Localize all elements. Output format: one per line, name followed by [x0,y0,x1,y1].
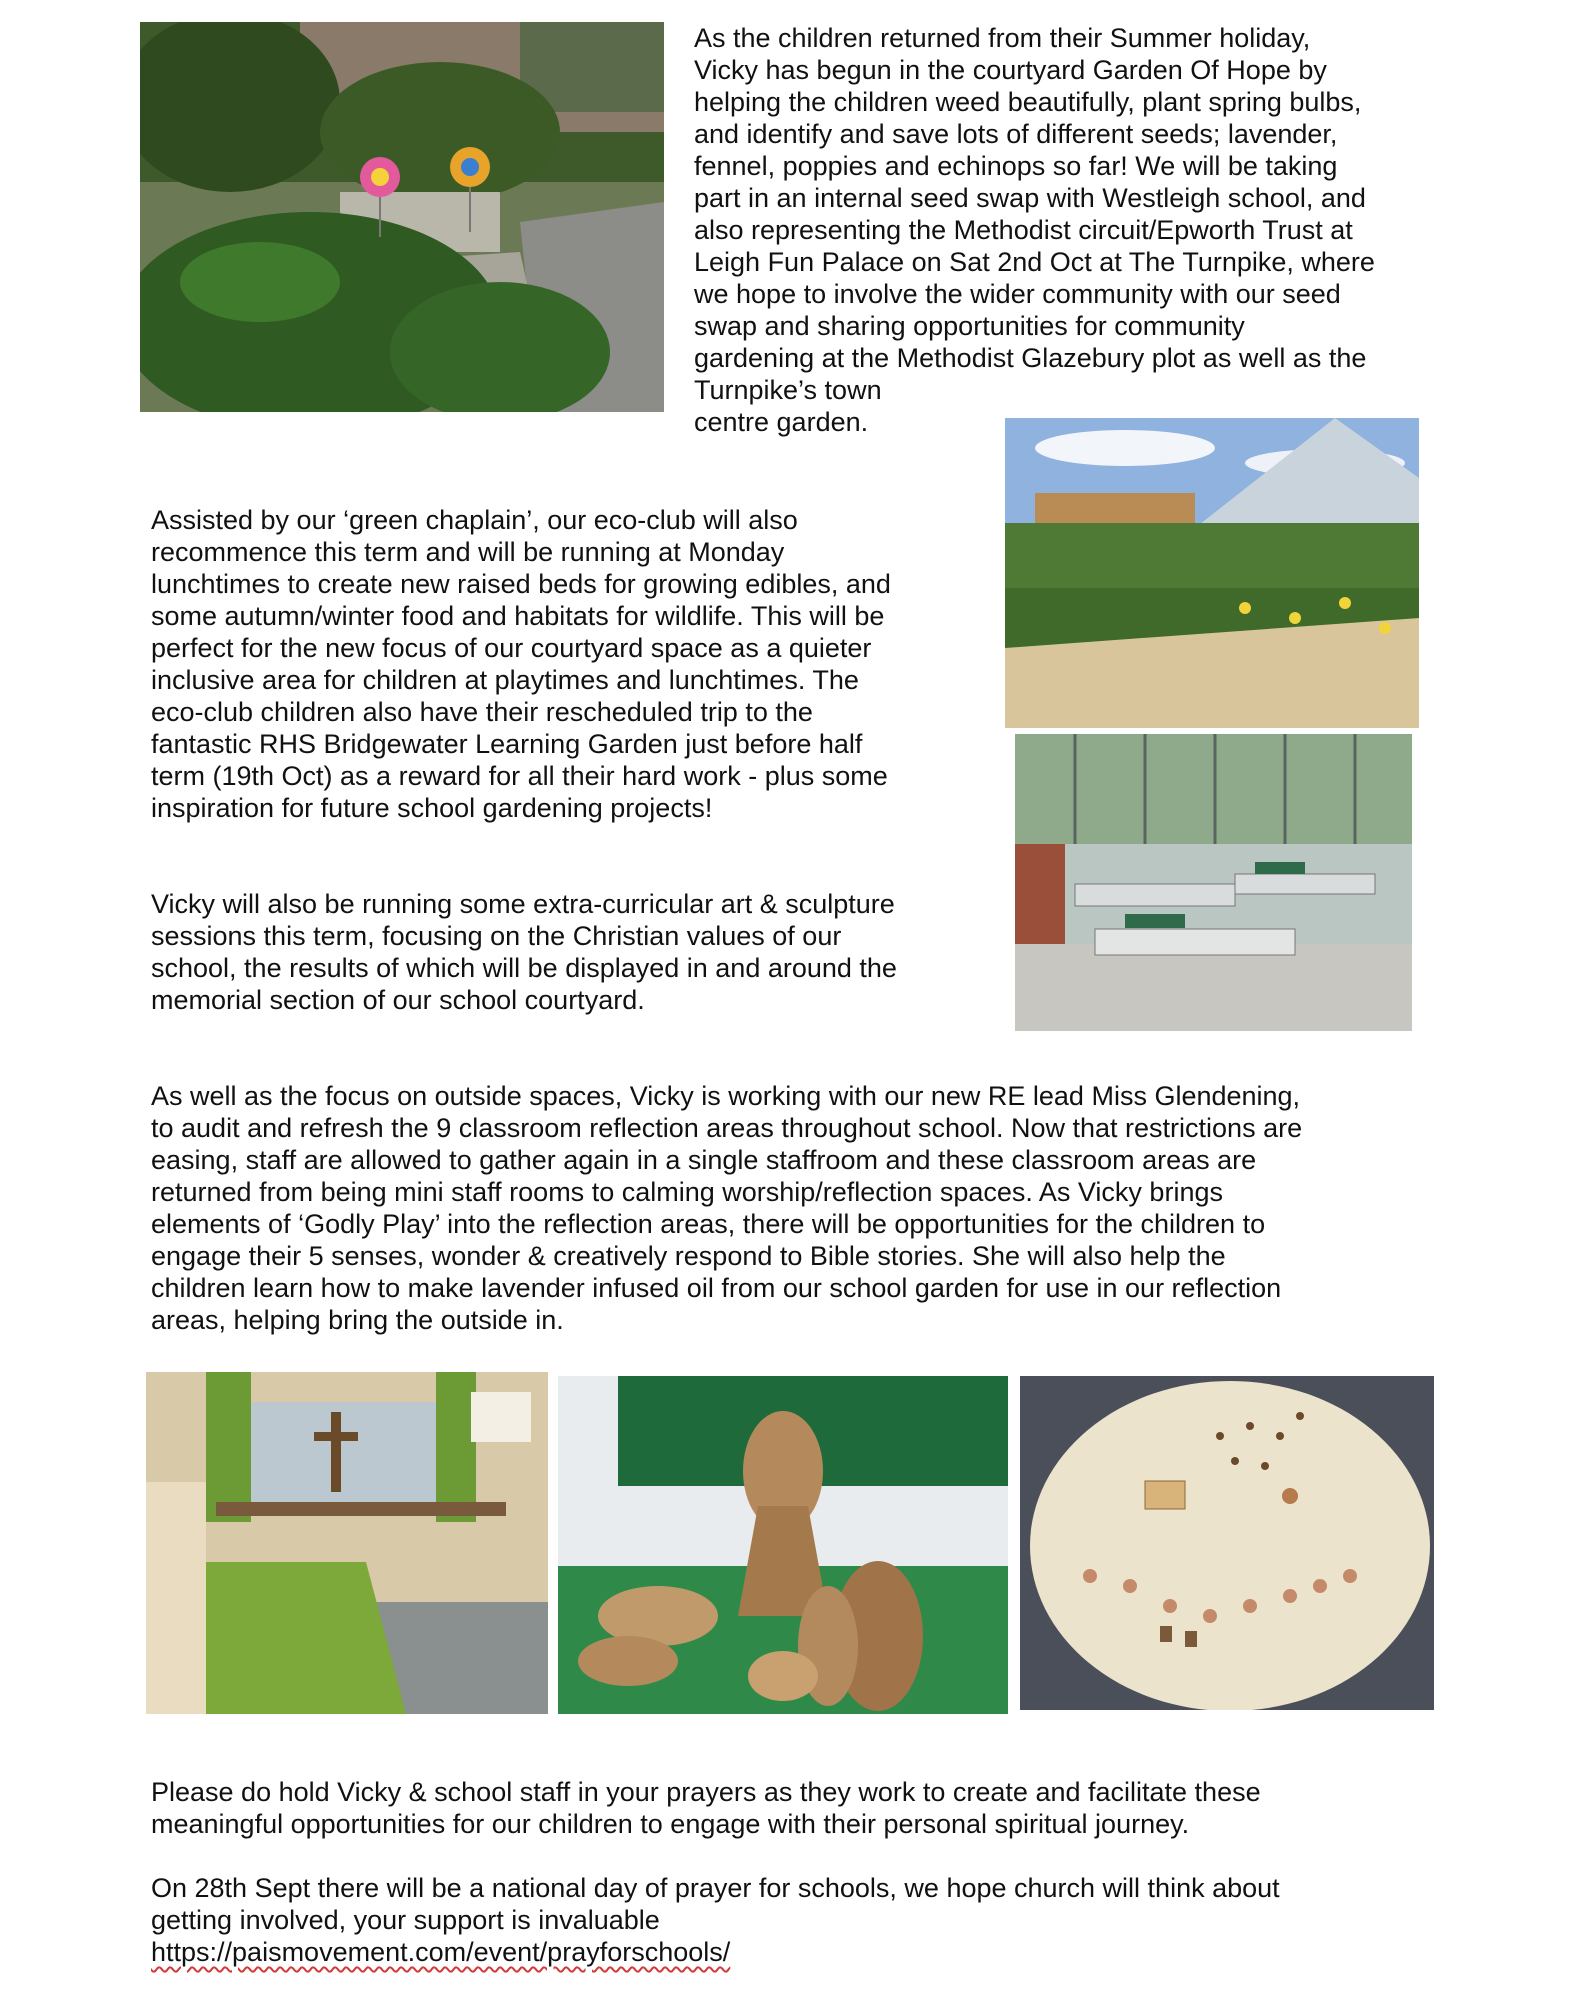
paragraph-prayer-request: Please do hold Vicky & school staff in your prayers as they work to create and facilitate these meaningful opportunities for our children to engage with their personal spiritual journey. [151,1777,1261,1839]
paragraph-reflection-areas: As well as the focus on outside spaces, Vicky is working with our new RE lead Miss Glendening, to audit and refresh the 9 classroom reflection areas throughout school. Now that restrictions are easing, staff are allowed to gather again in a single staffroom and these classroom areas are returned from being mini staff rooms to calming worship/reflection spaces. As Vicky brings elements of ‘Godly Play’ into the reflection areas, there will be opportunities for the children to engage their 5 senses, wonder & creatively respond to Bible stories. She will also help the children learn how to make lavender infused oil from our school garden for use in our reflection areas, helping bring the outside in. [151,1081,1303,1335]
prayforschools-link[interactable]: https://paismovement.com/event/prayforschools/ [151,1937,731,1967]
paragraph-art-sculpture: Vicky will also be running some extra-curricular art & sculpture sessions this term, focusing on the Christian values of our school, the results of which will be displayed in and around the memorial section of our school courtyard. [151,889,897,1015]
photo-godly-play-mat [1020,1376,1434,1710]
photo-courtyard-garden [140,22,664,412]
paragraph-eco-club: Assisted by our ‘green chaplain’, our eco-club will also recommence this term and will be running at Monday lunchtimes to create new raised beds for growing edibles, and some autumn/winter food and habitats for wildlife. This will be perfect for the new focus of our courtyard space as a quieter inclusive area for children at playtimes and lunchtimes. The eco-club children also have their rescheduled trip to the fantastic RHS Bridgewater Learning Garden just before half term (19th Oct) as a reward for all their hard work - plus some inspiration for future school gardening projects! [151,505,891,823]
photo-wooden-nativity [558,1376,1008,1714]
photo-rhs-garden-exterior [1005,418,1419,728]
paragraph-garden-of-hope: As the children returned from their Summer holiday, Vicky has begun in the courtyard Garden Of Hope by helping the children weed beautifully, plant spring bulbs, and identify and save lots of different seeds; lavender, fennel, poppies and echinops so far! We will be taking part in an internal seed swap with Westleigh school, and also representing the Methodist circuit/Epworth Trust at Leigh Fun Palace on Sat 2nd Oct at The Turnpike, where we hope to involve the wider community with our seed swap and sharing opportunities for community gardening at the Methodist Glazebury plot as well as the Turnpike’s town centre garden. [694,23,1375,437]
paragraph-prayer-day: On 28th Sept there will be a national day of prayer for schools, we hope church will think about getting involved, your support is invaluable [151,1873,1280,1935]
photo-reflection-cross [146,1372,548,1714]
photo-greenhouse-interior [1015,734,1412,1031]
